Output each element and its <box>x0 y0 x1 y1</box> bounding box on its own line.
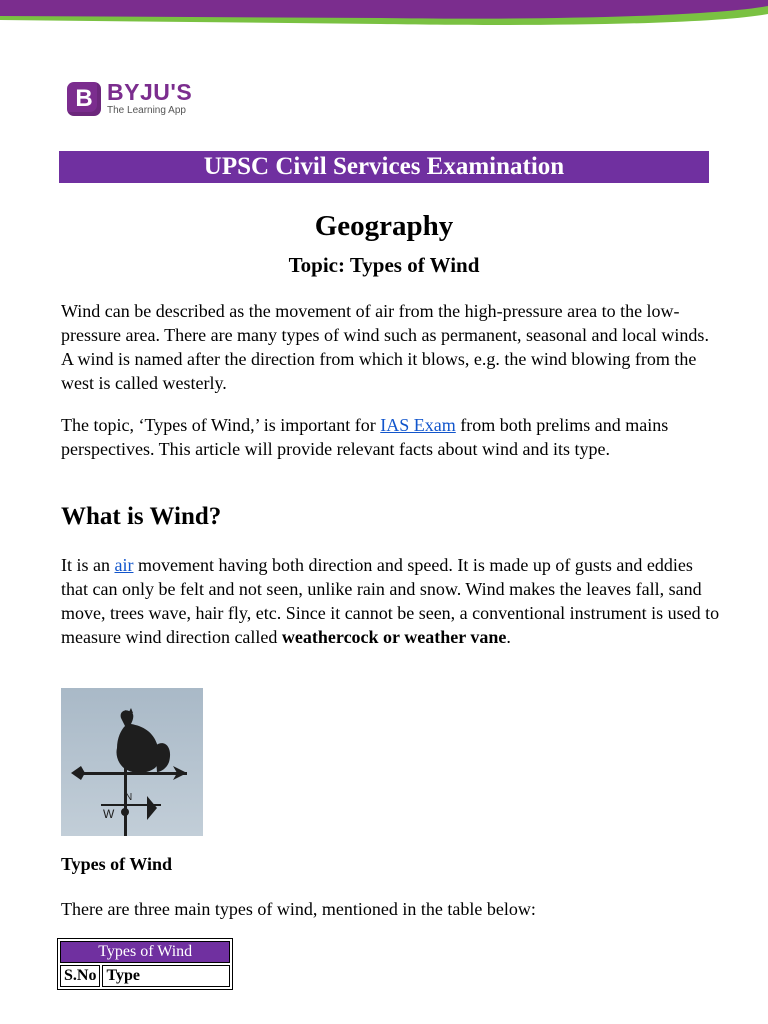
logo-name: BYJU'S <box>107 79 193 105</box>
air-link[interactable]: air <box>114 555 134 575</box>
what-is-text-3: . <box>506 627 511 647</box>
types-of-wind-table <box>57 938 233 990</box>
byjus-logo <box>67 81 192 116</box>
header-decoration <box>0 0 768 30</box>
logo-tagline: The Learning App <box>107 105 186 116</box>
column-header-sno: S.No <box>60 965 100 987</box>
svg-text:W: W <box>103 807 115 821</box>
svg-text:N: N <box>125 792 133 803</box>
weathercock-image <box>61 688 203 836</box>
ias-exam-link[interactable]: IAS Exam <box>380 415 456 435</box>
weathercock-term: weathercock or weather vane <box>281 627 507 647</box>
topic-title: Topic: Types of Wind <box>288 253 480 277</box>
table-caption: Types of Wind <box>60 941 230 963</box>
table-header-row <box>60 941 230 963</box>
subject-title: Geography <box>314 210 454 242</box>
types-intro-paragraph: There are three main types of wind, mentioned in the table below: <box>61 899 536 919</box>
importance-text-1: The topic, ‘Types of Wind,’ is important for <box>61 415 381 435</box>
column-header-type: Type <box>102 965 230 987</box>
exam-banner: UPSC Civil Services Examination <box>59 151 709 183</box>
what-is-text-2: movement having both direction and speed. It is made up of gusts and eddies that can only be felt and not seen, unlike rain and snow. Wind makes the leaves fall, sand move, trees wave, hair fly, etc. Since it cannot be seen, a conventional instrument is used to measure wind direction called <box>61 555 720 647</box>
types-of-wind-heading: Types of Wind <box>61 854 173 874</box>
importance-paragraph <box>61 413 721 461</box>
importance-text-2: from both prelims and mains perspectives. This article will provide relevant facts about wind and its type. <box>61 415 669 459</box>
logo-mark: B <box>67 82 101 116</box>
what-is-wind-paragraph <box>61 553 721 649</box>
intro-paragraph: Wind can be described as the movement of air from the high-pressure area to the low-pressure area. There are many types of wind such as permanent, seasonal and local winds. A wind is named after the direction from which it blows, e.g. the wind blowing from the west is called westerly. <box>61 301 709 393</box>
table-row <box>60 965 230 987</box>
what-is-text-1: It is an <box>61 555 115 575</box>
what-is-wind-heading: What is Wind? <box>61 503 222 530</box>
